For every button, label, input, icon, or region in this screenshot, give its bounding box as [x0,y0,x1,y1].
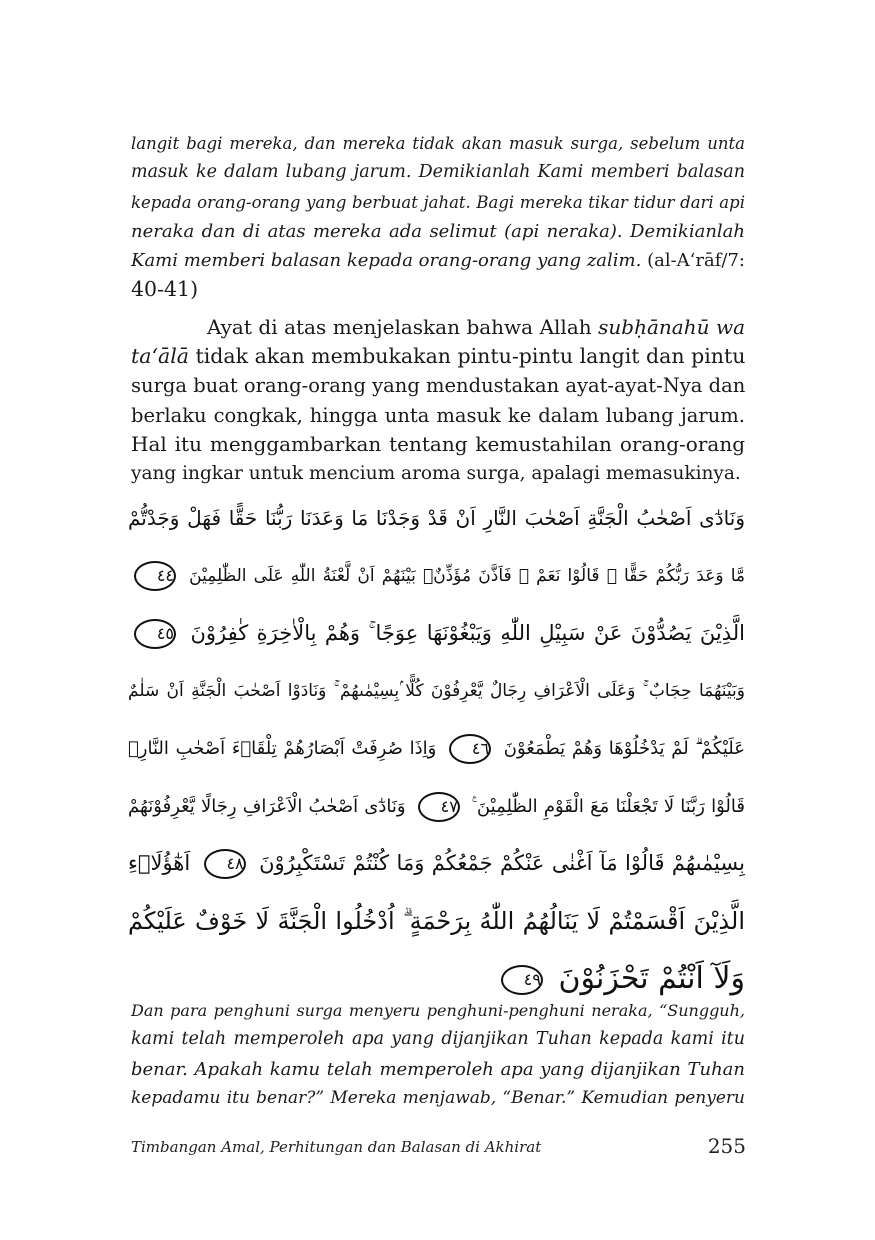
paragraph-line-2-term: ta‘ālā [131,344,189,369]
arabic-line: الَّذِيْنَ اَقْسَمْتُمْ لَا يَنَالُهُمُ اللّٰهُ بِرَحْمَةٍ ۗ اُدْخُلُوا الْجَنَّةَ لَا خَوْفٌ عَلَيْكُمْ [128,906,745,935]
translation-bottom-line: benar. Apakah kamu telah memperoleh apa yang dijanjikan Tuhan [131,1058,745,1080]
translation-bottom-line: Dan para penghuni surga menyeru penghuni-penghuni neraka, “Sungguh, [131,1001,745,1020]
translation-top-line: langit bagi mereka, dan mereka tidak akan masuk surga, sebelum unta [131,134,745,153]
arabic-text: الَّذِيْنَ يَصُدُّوْنَ عَنْ سَبِيْلِ اللّٰهِ وَيَبْغُوْنَهَا عِوَجًا ۚ وَهُمْ بِالْاٰخِرَةِ كٰفِرُوْنَ [190,621,745,645]
arabic-text: عَلَيْكُمْ ۗ لَمْ يَدْخُلُوْهَا وَهُمْ يَطْمَعُوْنَ [503,738,745,759]
translation-top-line: masuk ke dalam lubang jarum. Demikianlah Kami memberi balasan [131,162,745,183]
arabic-text: مَّا وَعَدَ رَبُّكُمْ حَقًّا ۗ قَالُوْا نَعَمْ ۚ فَاَذَّنَ مُؤَذِّنٌۢ بَيْنَهُمْ اَنْ لَّعْنَةُ اللّٰهِ عَلَى الظّٰلِمِيْنَ [189,565,745,586]
paragraph-line-1-text: Ayat di atas menjelaskan bahwa Allah [207,315,599,339]
paragraph-line: surga buat orang-orang yang mendustakan ayat-ayat-Nya dan [131,374,746,398]
translation-top-line-5 [131,246,745,275]
arabic-line: وَبَيْنَهُمَا حِجَابٌ ۚ وَعَلَى الْاَعْرَافِ رِجَالٌ يَّعْرِفُوْنَ كُلًّا ۢبِسِيْمٰىهُمْ ۚ وَنَادَوْا اَصْحٰبَ الْجَنَّةِ اَنْ سَلٰمٌ [128,680,745,701]
translation-top-line: kepada orang-orang yang berbuat jahat. Bagi mereka tikar tidur dari api [131,192,745,212]
ayah-number-marker: ٤٧ [418,792,460,822]
arabic-text: اَهٰٓؤُلَاۤءِ [128,851,191,875]
arabic-line [128,548,745,606]
verse-reference: (al-A‘rāf/7: [641,250,745,272]
arabic-text: وَلَآ اَنْتُمْ تَحْزَنُوْنَ [558,961,745,996]
explanation-paragraph [131,313,745,488]
paragraph-line-1-term: subḥānahū wa [598,315,745,339]
paragraph-line-1 [131,313,745,342]
paragraph-line: Hal itu menggambarkan tentang kemustahilan orang-orang [131,431,745,456]
arabic-line [128,605,745,663]
ayah-number-marker: ٤٨ [204,849,246,879]
running-footer-title: Timbangan Amal, Perhitungan dan Balasan di Akhirat [131,1138,542,1156]
translation-bottom-line: kepadamu itu benar?” Mereka menjawab, “Benar.” Kemudian penyeru [131,1087,745,1108]
arabic-line [128,720,745,778]
translation-top-line-5-italic: Kami memberi balasan kepada orang-orang yang zalim. [131,250,642,272]
paragraph-line-2-text: tidak akan membukakan pintu-pintu langit dan pintu [188,344,746,369]
arabic-text: قَالُوْا رَبَّنَا لَا تَجْعَلْنَا مَعَ الْقَوْمِ الظّٰلِمِيْنَ ࣖ [471,795,745,817]
ayah-number-marker: ٤٩ [501,965,543,995]
page-number: 255 [707,1134,746,1158]
arabic-text: وَاِذَا صُرِفَتْ اَبْصَارُهُمْ تِلْقَاۤءَ اَصْحٰبِ النَّارِۙ [128,738,437,759]
paragraph-line: berlaku congkak, hingga unta masuk ke dalam lubang jarum. [131,403,745,427]
arabic-text: بِسِيْمٰىهُمْ قَالُوْا مَآ اَغْنٰى عَنْكُمْ جَمْعُكُمْ وَمَا كُنْتُمْ تَسْتَكْبِرُوْنَ [259,851,745,875]
arabic-line [128,778,745,836]
ayah-number-marker: ٤٥ [134,619,176,649]
ayah-number-marker: ٤٤ [134,561,176,591]
verse-reference-end: 40-41) [131,277,199,302]
translation-top-line: neraka dan di atas mereka ada selimut (api neraka). Demikianlah [131,220,745,242]
quran-verses [128,490,745,1008]
paragraph-line: yang ingkar untuk mencium aroma surga, apalagi memasukinya. [131,463,741,485]
arabic-text: وَنَادٰٓى اَصْحٰبُ الْاَعْرَافِ رِجَالًا يَّعْرِفُوْنَهُمْ [128,795,406,817]
ayah-number-marker: ٤٦ [449,734,491,764]
arabic-line [128,835,745,893]
arabic-line: وَنَادٰٓى اَصْحٰبُ الْجَنَّةِ اَصْحٰبَ النَّارِ اَنْ قَدْ وَجَدْنَا مَا وَعَدَنَا رَبُّنَا حَقًّا فَهَلْ وَجَدْتُّمْ [128,506,745,530]
translation-top [131,129,745,305]
paragraph-line-2 [131,342,745,371]
translation-bottom-line: kami telah memperoleh apa yang dijanjikan Tuhan kepada kami itu [131,1029,745,1050]
translation-bottom [131,996,745,1113]
